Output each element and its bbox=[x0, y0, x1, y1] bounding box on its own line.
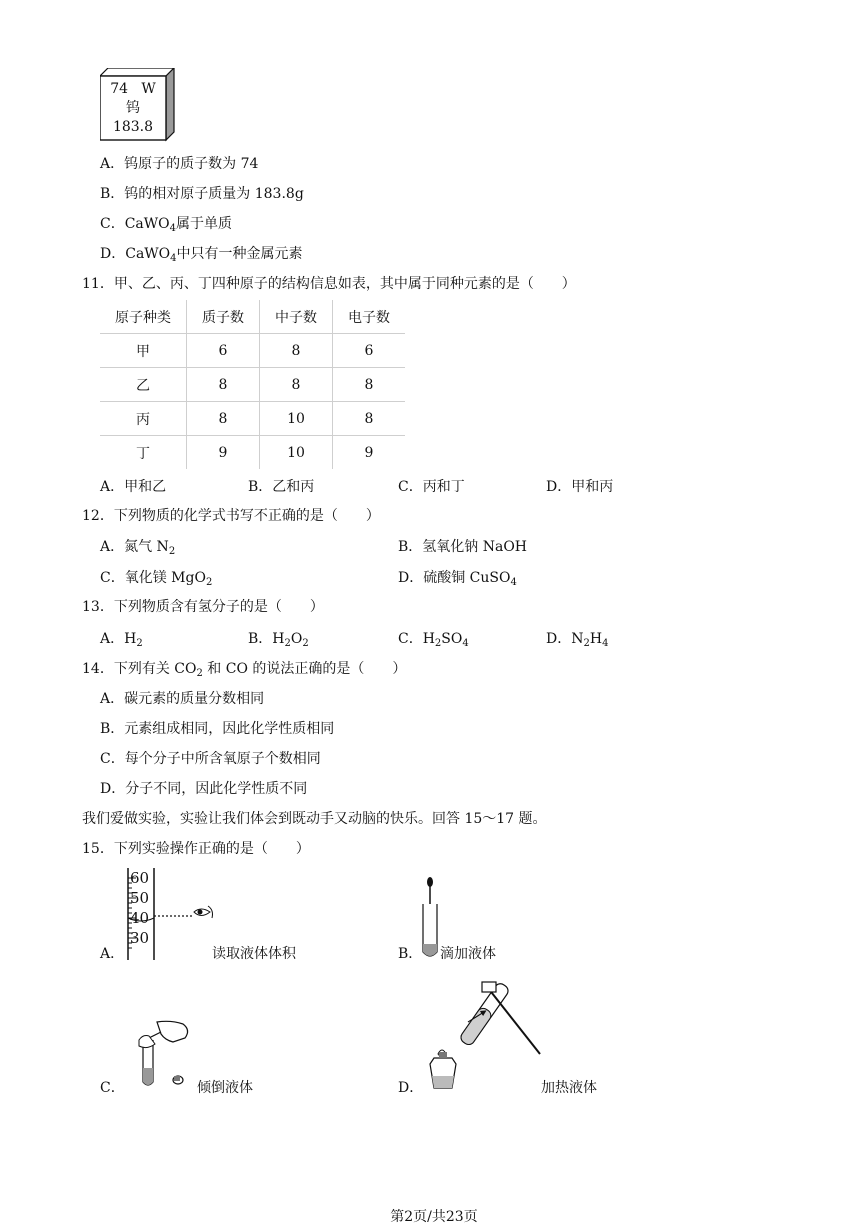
q11-stem: 11．甲、乙、丙、丁四种原子的结构信息如表，其中属于同种元素的是（ ） bbox=[82, 276, 576, 292]
q13-option-c: C．$H_2SO_4$ bbox=[398, 631, 469, 649]
q11-option-d: D．甲和丙 bbox=[546, 479, 614, 495]
page-footer: 第2页/共23页 bbox=[390, 1209, 478, 1225]
table-cell: 10 bbox=[260, 436, 333, 470]
q12-option-b: B．氢氧化钠 NaOH bbox=[398, 539, 528, 555]
table-cell: 8 bbox=[187, 402, 260, 436]
table-cell: 9 bbox=[187, 436, 260, 470]
table-cell: 10 bbox=[260, 402, 333, 436]
eye-icon bbox=[194, 906, 213, 918]
table-header: 中子数 bbox=[260, 300, 333, 334]
atom-info-table bbox=[100, 300, 405, 469]
cylinder-tick-label: 50 bbox=[130, 889, 150, 907]
element-name: 钨 bbox=[126, 100, 140, 116]
q12-option-a: A．氮气 $N_2$ bbox=[100, 539, 176, 557]
table-cell: 6 bbox=[187, 334, 260, 368]
table-cell: 8 bbox=[260, 334, 333, 368]
table-row bbox=[100, 334, 405, 368]
q11-option-c: C．丙和丁 bbox=[398, 479, 465, 495]
cylinder-tick-label: 40 bbox=[130, 909, 150, 927]
q10-option-c: C．CaWO$_4$属于单质 bbox=[100, 216, 233, 234]
table-row bbox=[100, 368, 405, 402]
table-cell: 丁 bbox=[100, 436, 187, 470]
q15-option-b-key: B． bbox=[398, 946, 423, 962]
q15-option-c-label: 倾倒液体 bbox=[197, 1080, 253, 1096]
cylinder-tick-label: 60 bbox=[130, 869, 150, 887]
q12-stem: 12．下列物质的化学式书写不正确的是（ ） bbox=[82, 508, 380, 524]
q14-option-d: D．分子不同，因此化学性质不同 bbox=[100, 781, 308, 797]
table-cell: 8 bbox=[260, 368, 333, 402]
q14-option-a: A．碳元素的质量分数相同 bbox=[100, 691, 265, 707]
section-intro: 我们爱做实验，实验让我们体会到既动手又动脑的快乐。回答 15～17 题。 bbox=[82, 811, 547, 827]
heating-liquid-figure bbox=[422, 976, 546, 1096]
q11-option-a: A．甲和乙 bbox=[100, 479, 167, 495]
table-row bbox=[100, 436, 405, 470]
q13-option-a: A．$H_2$ bbox=[100, 631, 143, 649]
table-cell: 乙 bbox=[100, 368, 187, 402]
pouring-liquid-figure bbox=[135, 1018, 195, 1094]
q15-stem: 15．下列实验操作正确的是（ ） bbox=[82, 841, 310, 857]
q15-option-a-key: A． bbox=[100, 946, 125, 962]
table-cell: 甲 bbox=[100, 334, 187, 368]
q15-option-d-label: 加热液体 bbox=[541, 1080, 597, 1096]
q10-option-b: B．钨的相对原子质量为 183.8g bbox=[100, 186, 304, 202]
q12-option-c: C．氧化镁 MgO$_2$ bbox=[100, 570, 213, 588]
element-card bbox=[100, 68, 174, 140]
table-cell: 丙 bbox=[100, 402, 187, 436]
q10-option-d: D．CaWO$_4$中只有一种金属元素 bbox=[100, 246, 303, 264]
table-cell: 8 bbox=[187, 368, 260, 402]
table-cell: 8 bbox=[333, 368, 406, 402]
q15-option-d-key: D． bbox=[398, 1080, 424, 1096]
cylinder-tick-label: 30 bbox=[130, 929, 150, 947]
q13-stem: 13．下列物质含有氢分子的是（ ） bbox=[82, 599, 324, 615]
q10-option-a: A．钨原子的质子数为 74 bbox=[100, 156, 259, 172]
q14-stem: 14．下列有关 $CO_2$ 和 CO 的说法正确的是（ ） bbox=[82, 661, 407, 679]
table-cell: 9 bbox=[364, 444, 374, 461]
q13-option-b: B．$H_2O_2$ bbox=[248, 631, 309, 649]
q12-option-d: D．硫酸铜 CuSO$_4$ bbox=[398, 570, 517, 588]
table-header: 电子数 bbox=[333, 300, 406, 334]
table-cell: 8 bbox=[333, 402, 406, 436]
q15-option-c-key: C． bbox=[100, 1080, 125, 1096]
q15-option-a-label: 读取液体体积 bbox=[212, 946, 296, 962]
q14-option-b: B．元素组成相同，因此化学性质相同 bbox=[100, 721, 335, 737]
table-row bbox=[100, 402, 405, 436]
table-header: 质子数 bbox=[187, 300, 260, 334]
table-header: 原子种类 bbox=[100, 300, 187, 334]
q11-option-b: B．乙和丙 bbox=[248, 479, 315, 495]
table-cell: 6 bbox=[333, 334, 406, 368]
q15-option-b-label: 滴加液体 bbox=[440, 946, 496, 962]
element-number-symbol: 74 W bbox=[110, 81, 156, 97]
table-header-row bbox=[100, 300, 405, 334]
q13-option-d: D．$N_2H_4$ bbox=[546, 631, 609, 649]
element-mass: 183.8 bbox=[112, 119, 154, 135]
q14-option-c: C．每个分子中所含氧原子个数相同 bbox=[100, 751, 321, 767]
